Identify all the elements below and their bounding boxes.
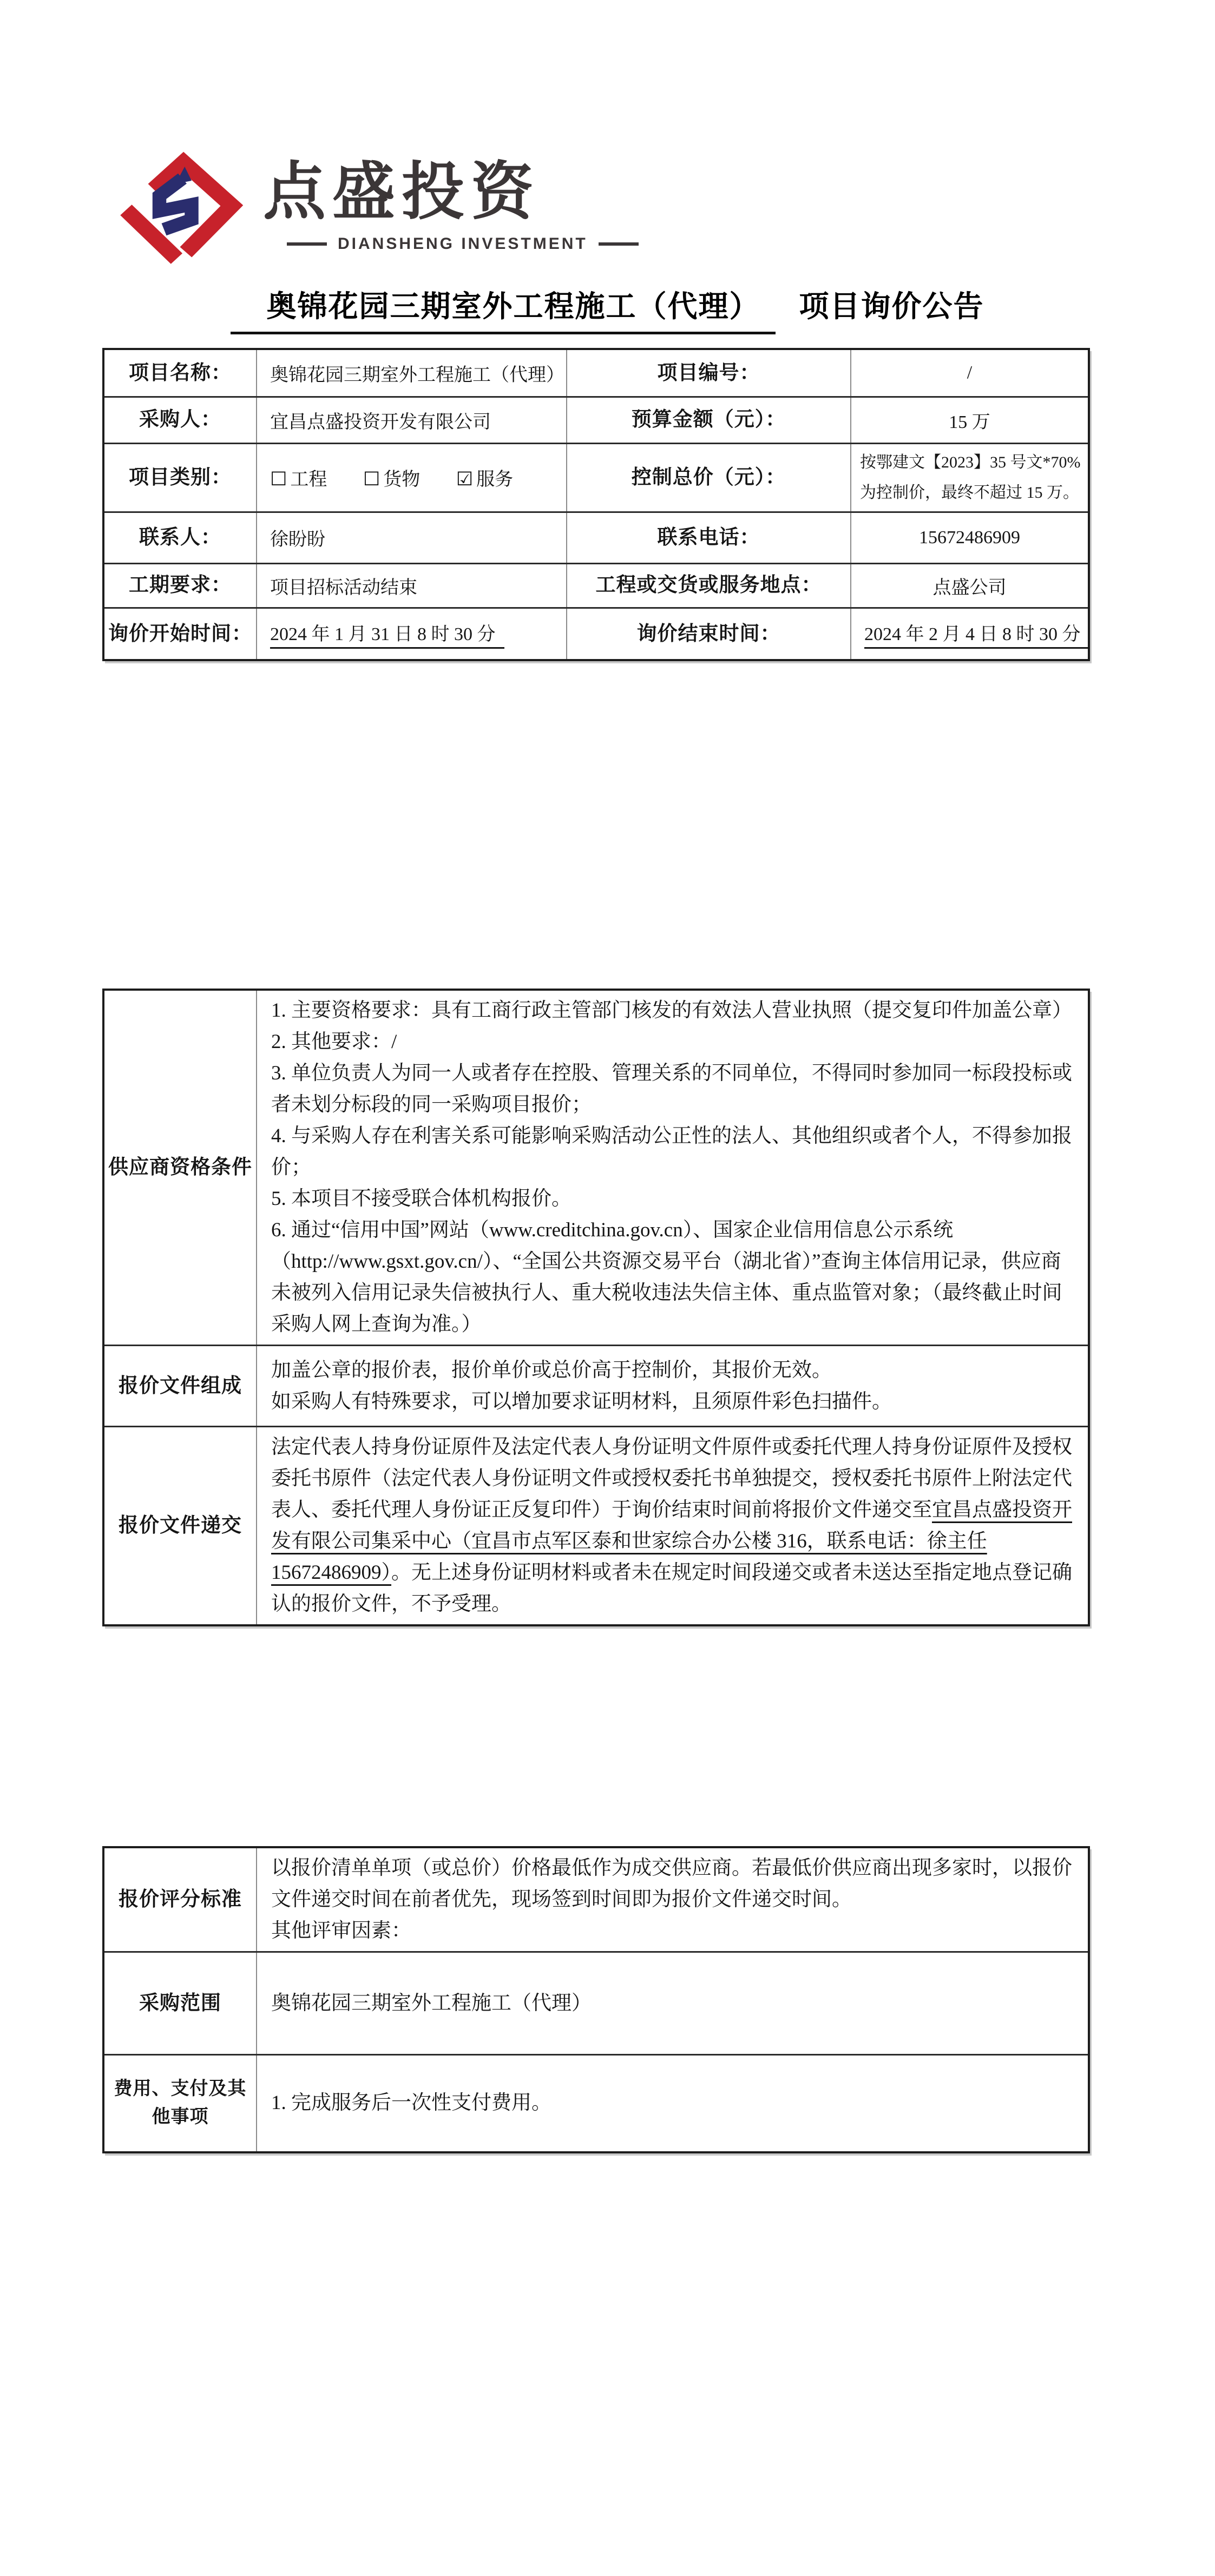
evaluation-criteria-content [257,1847,1089,1952]
phone-label: 联系电话： [567,512,851,563]
evaluation-line: 以报价清单单项（或总价）价格最低作为成交供应商。若最低价供应商出现多家时，以报价文件递交时间在前者优先，现场签到时间即为报价文件递交时间。 [271,1857,1072,1910]
title-underlined-text: 奥锦花园三期室外工程施工（代理） [231,282,775,334]
underlined-date: 2024 年 2 月 4 日 8 时 30 分 [864,619,1089,649]
project-number-value: / [851,349,1089,397]
checkbox-label: 工程 [290,470,327,490]
control-price-line: 按鄂建文【2023】35 号文*70% [860,453,1081,471]
table-row [103,1952,1089,2055]
bid-doc-submission-content [257,1427,1089,1626]
fees-payment-value: 1. 完成服务后一次性支付费用。 [257,2055,1089,2152]
bid-doc-composition-label: 报价文件组成 [103,1346,257,1427]
checkbox-engineering [270,470,327,490]
qualification-item: 6. 通过“信用中国”网站（www.creditchina.gov.cn）、国家企业信用信息公示系统（http://www.gsxt.gov.cn/）、“全国公共资源交易平台（湖北省）”查询主体信用记录，供应商未被列入信用记录失信被执行人、重大税收违法失信主体、重点监管对象；（最终截止时间采购人网上查询为准。） [271,1219,1062,1335]
qualification-item: 5. 本项目不接受联合体机构报价。 [271,1188,572,1210]
submission-text-post: 。无上述身份证明材料或者未在规定时间段递交或者未送达至指定地点登记确认的报价文件，不予受理。 [271,1562,1072,1615]
location-value: 点盛公司 [851,563,1089,608]
composition-line: 加盖公章的报价表，报价单价或总价高于控制价，其报价无效。 [271,1359,832,1381]
page-title [0,282,1215,334]
procurement-scope-value: 奥锦花园三期室外工程施工（代理） [257,1952,1089,2055]
table-row [103,1427,1089,1626]
purchaser-value: 宜昌点盛投资开发有限公司 [257,397,567,443]
table-row [103,349,1089,397]
brand-name-en [287,235,639,253]
project-name-label: 项目名称： [103,349,257,397]
qualification-items [257,990,1089,1346]
composition-line: 如采购人有特殊要求，可以增加要求证明材料，且须原件彩色扫描件。 [271,1390,892,1413]
qualification-label: 供应商资格条件 [103,990,257,1346]
brand-en-text: DIANSHENG INVESTMENT [338,235,588,253]
table-row [103,1346,1089,1427]
category-label: 项目类别： [103,443,257,512]
submission-text-pre: 法定代表人持身份证原件及法定代表人身份证明文件原件或委托代理人持身份证原件及授权委托书原件（法定代表人身份证明文件或授权委托书单独提交，授权委托书原件上附法定代表人、委托代理人身份证正反复印件）于询价结束时间前将报价文件递交至 [271,1436,1072,1521]
evaluation-table [102,1846,1090,2153]
table-row [103,512,1089,563]
control-price-label: 控制总价（元）： [567,443,851,512]
submission-address-underlined: 宜昌点盛投资开发有限公司集采中心（宜昌市点军区泰和世家综合办公楼 316，联系电话：徐主任 15672486909） [271,1499,1072,1584]
underlined-date: 2024 年 1 月 31 日 8 时 30 分 [270,619,504,649]
dash-decoration-right [599,242,639,246]
brand-logo [118,136,654,269]
supplier-qualification-table [102,989,1090,1626]
qualification-item: 3. 单位负责人为同一人或者存在控股、管理关系的不同单位，不得同时参加同一标段投标或者未划分标段的同一采购项目报价； [271,1062,1072,1116]
inquiry-start-label: 询价开始时间： [103,608,257,660]
checkbox-services [456,470,513,490]
qualification-item: 4. 与采购人存在利害关系可能影响采购活动公正性的法人、其他组织或者个人，不得参加报价； [271,1125,1072,1178]
purchaser-label: 采购人： [103,397,257,443]
checkbox-unchecked-icon: ☐ [363,469,380,490]
procurement-scope-label: 采购范围 [103,1952,257,2055]
phone-value: 15672486909 [851,512,1089,563]
qualification-item: 1. 主要资格要求：具有工商行政主管部门核发的有效法人营业执照（提交复印件加盖公章） [271,999,1072,1022]
project-info-table [102,348,1090,661]
control-price-value [851,443,1089,512]
fees-payment-label: 费用、支付及其他事项 [103,2055,257,2152]
table-row [103,397,1089,443]
brand-name-cn: 点盛投资 [263,156,540,227]
dash-decoration-left [287,242,327,246]
table-row [103,1847,1089,1952]
duration-value: 项目招标活动结束 [257,563,567,608]
checkbox-label: 货物 [383,470,421,490]
checkbox-unchecked-icon: ☐ [270,469,287,490]
budget-label: 预算金额（元）： [567,397,851,443]
table-row [103,443,1089,512]
inquiry-end-label: 询价结束时间： [567,608,851,660]
evaluation-line: 其他评审因素： [271,1920,411,1942]
table-row [103,608,1089,660]
duration-label: 工期要求： [103,563,257,608]
checkbox-label: 服务 [476,470,514,490]
location-label: 工程或交货或服务地点： [567,563,851,608]
contact-value: 徐盼盼 [257,512,567,563]
control-price-line: 为控制价，最终不超过 15 万。 [860,483,1079,502]
project-number-label: 项目编号： [567,349,851,397]
inquiry-end-value [851,608,1089,660]
inquiry-start-value [257,608,567,660]
table-row [103,563,1089,608]
budget-value: 15 万 [851,397,1089,443]
bid-doc-composition-content [257,1346,1089,1427]
bid-doc-submission-label: 报价文件递交 [103,1427,257,1626]
qualification-item: 2. 其他要求：/ [271,1031,397,1053]
checkbox-checked-icon: ☑ [456,469,474,490]
diansheng-diamond-logo-icon [118,150,247,265]
project-name-value: 奥锦花园三期室外工程施工（代理） [257,349,567,397]
checkbox-goods [363,470,420,490]
contact-label: 联系人： [103,512,257,563]
table-row [103,2055,1089,2152]
table-row [103,990,1089,1346]
evaluation-criteria-label: 报价评分标准 [103,1847,257,1952]
category-options [257,443,567,512]
title-suffix-text: 项目询价公告 [799,290,984,323]
